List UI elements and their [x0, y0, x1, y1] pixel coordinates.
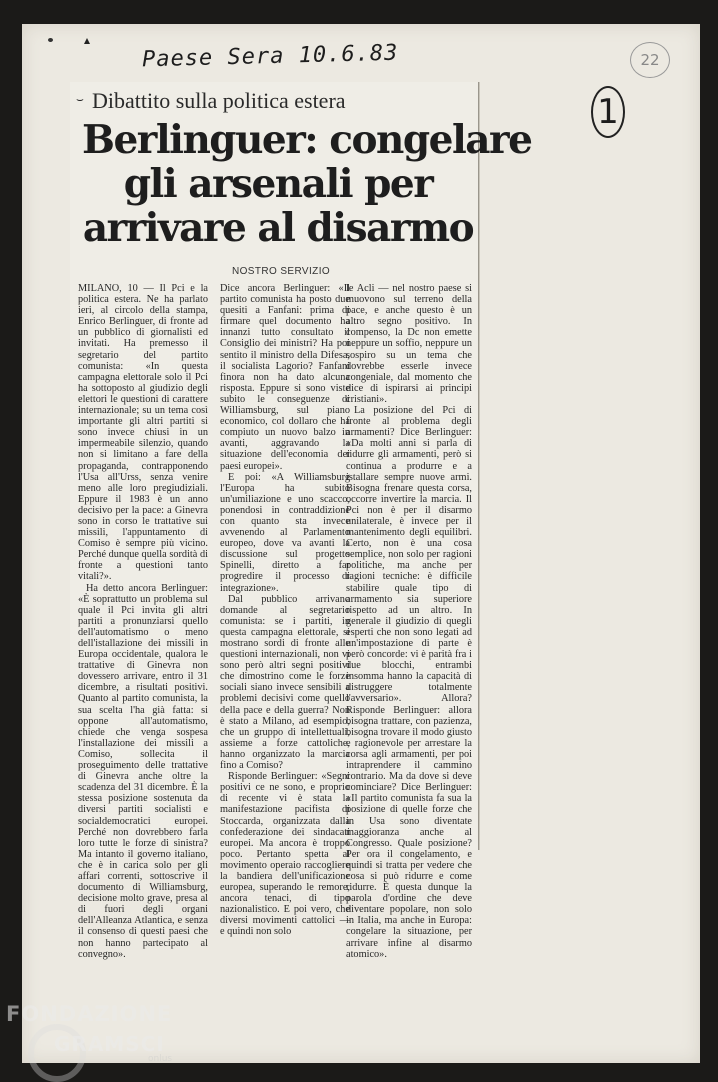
- article-paragraph: Risponde Berlinguer: «Segni positivi ce ne sono, e proprio di recente vi è stata la manifestazione pacifista di Stoccarda, organizzata dalla confederazione dei sindacati europei. Ma ancora è troppo poco. Pertanto spetta al movimento operaio raccogliere la bandiera dell'unificazione europea, superando le remore, ancora tenaci, di tipo nazionalistico. E poi vero, che diversi movimenti cattolici — e quindi non solo: [220, 771, 350, 938]
- article-paragraph: E poi: «A Williamsburg l'Europa ha subito un'umiliazione e uno scacco, ponendosi in contraddizione con quanto sta invece avvenendo al Parlamento europeo, dove va avanti la discussione sul progetto Spinelli, diretto a far progredire il processo di integrazione».: [220, 471, 350, 594]
- handwritten-source-date: Paese Sera 10.6.83: [141, 40, 399, 73]
- article-paragraph: Dal pubblico arrivano domande al segretario comunista: se i partiti, in questa campagna elettorale, si mostrano sordi di fronte alle questioni internazionali, non vi sono però altri segni positivi che dimostrino come le forze sociali siano invece sensibili a problemi decisivi come quello della pace e della guerra? Non è stato a Milano, ad esempio, che un gruppo di intellettuali, assieme a forze cattoliche, hanno organizzato la marcia fino a Comiso?: [220, 593, 350, 772]
- article-paragraph: le Acli — nel nostro paese si muovono sul terreno della pace, e anche questo è un altro segno positivo. In compenso, la Dc non emette neppure un soffio, neppure un sospiro su un tema che dovrebbe esserle invece congeniale, dal momento che dice di ispirarsi ai principi cristiani».: [346, 283, 472, 405]
- scan-speck: [84, 38, 90, 44]
- article-paragraph: Dice ancora Berlinguer: «Il partito comunista ha posto due quesiti a Fanfani: prima di firmare quel documento ha innanzi tutto consultato il Consiglio dei ministri? Ha poi sentito il ministro della Difesa, il socialista Lagorio? Fanfani finora non ha dato alcuna risposta. Eppure si sono viste subito le conseguenze di Williamsburg, sul piano economico, col dollaro che ha compiuto un nuovo balzo in avanti, aggravando la situazione dell'economia dei paesi europei».: [220, 283, 350, 472]
- watermark-line-1: FONDAZIONE: [6, 1002, 173, 1026]
- headline-line: Berlinguer: congelare: [82, 117, 532, 163]
- headline-line: gli arsenali per: [123, 161, 433, 207]
- article-paragraph: Ha detto ancora Berlinguer: «È soprattutto un problema sul quale il Pci invita gli altri partiti a pronunziarsi quello dell'automatismo o meno dell'istallazione dei missili in Europa occidentale, qualora le trattative di Ginevra non dovessero arrivare, entro il 31 dicembre, a risultati positivi. Quanto al partito comunista, la sua scelta l'ha già fatta: si oppone all'automatismo, chiede che venga sospesa l'installazione dei missili a Comiso, sollecita il proseguimento delle trattative di Ginevra anche oltre la scadenza del 31 dicembre. È la stessa posizione sostenuta da diversi partiti socialisti e socialdemocratici europei. Perché non dovrebbero farla loro tutte le forze di sinistra? Ma intanto il governo italiano, che è in carica solo per gli affari correnti, sottoscrive il documento di Williamsburg, decisione molto grave, presa al di fuori degli organi dell'Alleanza Atlantica, e senza il consenso di questi paesi che non hanno partecipato al convegno».: [78, 582, 208, 960]
- headline-line: arrivare al disarmo: [82, 205, 474, 251]
- check-mark-icon: ⌣: [76, 92, 84, 106]
- article-column-3: [346, 283, 472, 960]
- article-byline: NOSTRO SERVIZIO: [232, 266, 331, 277]
- article-paragraph: MILANO, 10 — Il Pci e la politica estera. Ne ha parlato ieri, al circolo della stampa, Enrico Berlinguer, di fronte ad un pubblico di giornalisti ed invitati. Ha premesso il segretario del partito comunista: «In questa campagna elettorale solo il Pci ha sottoposto al giudizio degli elettori le questioni di carattere internazionale; su un tema così importante gli altri partiti si sono invece chiusi in un impermeabile silenzio, quando non si limitano a fare della propaganda, contrapponendo l'Usa all'Urss, senza venire meno alle loro pregiudiziali. Eppure il 1983 è un anno decisivo per la pace: a Ginevra sono in corso le trattative sui missili, l'appuntamento di Comiso è sempre più vicino. Perché dunque quella sordità di fronte a questioni tanto vitali?».: [78, 283, 208, 583]
- article-headline: [82, 117, 532, 251]
- kicker-text: Dibattito sulla politica estera: [92, 88, 346, 113]
- watermark-line-2: GRAMSCI: [54, 1032, 165, 1056]
- article-kicker: [76, 88, 346, 114]
- watermark-suffix: onlus: [148, 1054, 173, 1064]
- scan-speck: [48, 38, 53, 42]
- handwritten-item-number: 1: [591, 86, 625, 138]
- article-column-2: [220, 283, 350, 938]
- article-paragraph: La posizione del Pci di fronte al problema degli armamenti? Dice Berlinguer: «Da molti anni si parla di ridurre gli armamenti, però si continua a produrre e a istallare sempre nuove armi. Bisogna frenare questa corsa, occorre invertire la marcia. Il Pci non è per il disarmo unilaterale, è invece per il mantenimento degli equilibri. Certo, non è una cosa semplice, non solo per ragioni politiche, ma anche per ragioni tecniche: è difficile stabilire quale tipo di armamento sia superiore rispetto ad un altro. In generale il giudizio di quegli esperti che non sono legati ad un'impostazione di parte è però concorde: vi è parità fra i due blocchi, entrambi insomma hanno la capacità di distruggere totalmente l'avversario». Allora? Risponde Berlinguer: allora bisogna trattare, con pazienza, bisogna trovare il modo giusto e ragionevole per arrestare la corsa agli armamenti, per poi intraprendere il cammino contrario. Ma da dove si deve cominciare? Dice Berlinguer: «Il partito comunista fa sua la posizione di quelle forze che in Usa sono diventate maggioranza anche al Congresso. Quale posizione? Per ora il congelamento, e quindi si tratta per vedere che cosa si può ridurre e come ridurre. È questa dunque la parola d'ordine che deve diventare popolare, non solo in Italia, ma anche in Europa: congelare la situazione, per arrivare infine al disarmo atomico».: [346, 405, 472, 960]
- article-column-1: [78, 283, 208, 960]
- archive-page-number: 22: [630, 42, 670, 78]
- archive-watermark: [6, 1002, 266, 1056]
